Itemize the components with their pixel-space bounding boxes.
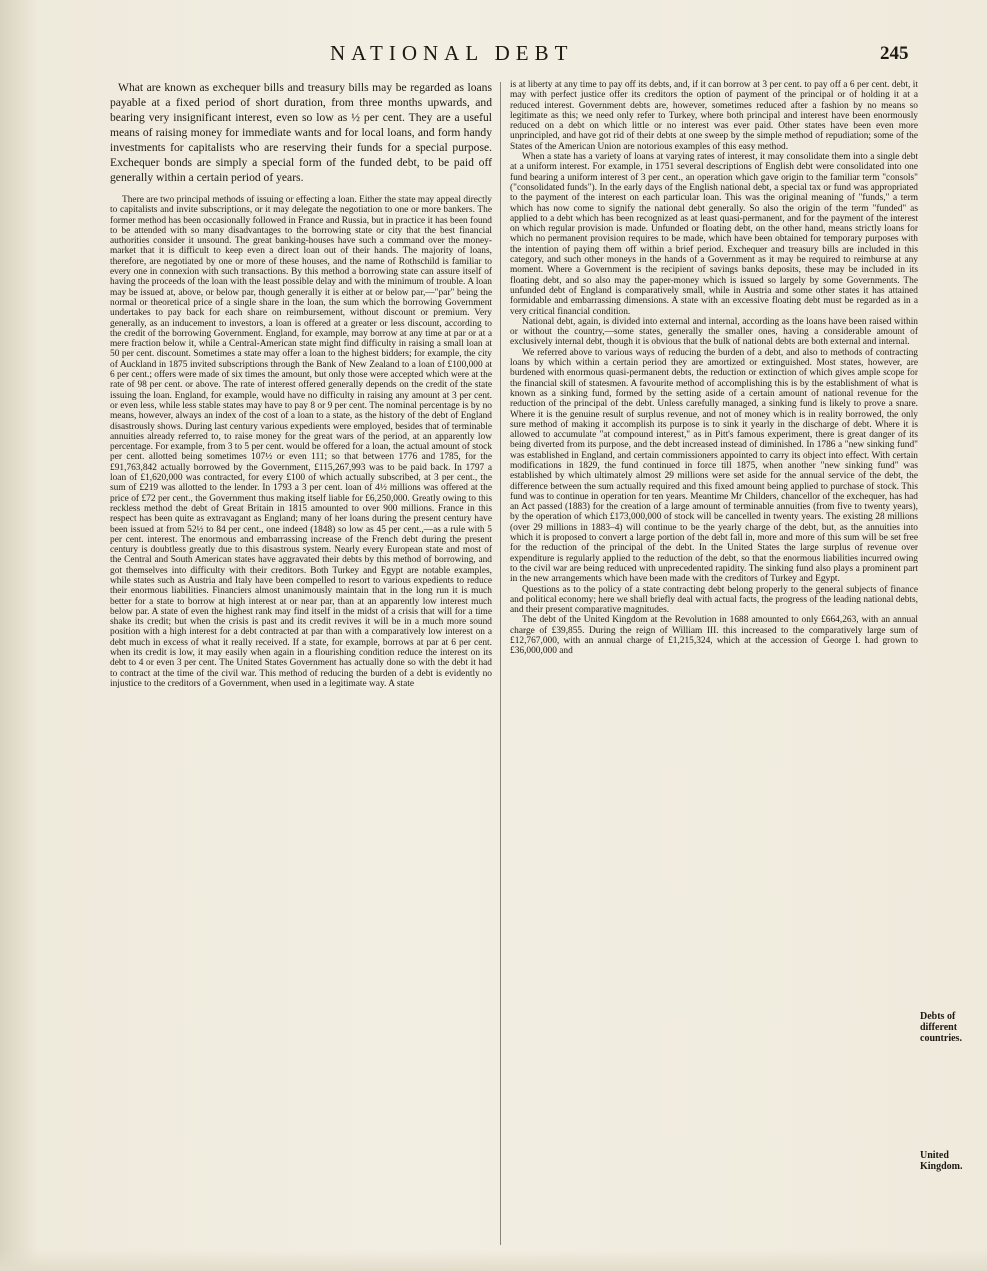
paragraph-uk-debt: The debt of the United Kingdom at the Revolution in 1688 amounted to only £664,263, with an annual charge of £39,855. During the reign of William III. this increased to the comparatively large sum of £12,767,000, with an annual charge of £1,215,324, which at the accession of George I. had grown to £36,000,000 and [510, 615, 918, 657]
left-column [110, 80, 492, 689]
paragraph-consolidation: When a state has a variety of loans at varying rates of interest, it may consolidate them into a single debt at a uniform interest. For example, in 1751 several descriptions of English debt were consolidated into one fund bearing a uniform interest of 3 per cent., an operation which gave origin to the familiar term "consols" ("consolidated funds"). In the early days of the English national debt, a special tax or fund was appropriated to the payment of the interest on each particular loan. This was the original meaning of "funds," a term which has now come to signify the national debt generally. So also the origin of the term "funded" as applied to a debt which has been recognized as at least quasi-permanent, and for the payment of the interest on which regular provision is made. Unfunded or floating debt, on the other hand, means strictly loans for which no permanent provision requires to be made, which have been obtained for temporary purposes with the intention of paying them off within a brief period. Exchequer and treasury bills are included in this category, and such other moneys in the hands of a Government as it may be required to reimburse at any moment. Where a Government is the recipient of savings banks deposits, these may be included in its floating debt, and so also may the paper-money which is issued so largely by some Governments. The unfunded debt of England is comparatively small, while in Austria and some other states it has attained formidable and embarrassing dimensions. A state with an excessive floating debt must be regarded as in a very critical financial condition. [510, 152, 918, 317]
paragraph-external-internal: National debt, again, is divided into external and internal, according as the loans have been raised within or without the country,—some states, generally the smaller ones, having a considerable amount of exclusively internal debt, though it is obvious that the bulk of national debts are both external and internal. [510, 316, 918, 348]
binding-shadow [0, 0, 38, 1271]
lead-paragraph: What are known as exchequer bills and treasury bills may be regarded as loans payable at a fixed period of short duration, from three months upwards, and bearing very insignificant interest, even so low as ½ per cent. They are a useful means of raising money for immediate wants and for local loans, and form handy investments for capitalists who are reserving their funds for a special purpose. Exchequer bonds are simply a special form of the funded debt, to be paid off generally within a certain period of years. [110, 81, 492, 184]
column-rule [500, 82, 501, 1245]
bottom-shadow [0, 1249, 987, 1271]
paragraph-sinking-fund: We referred above to various ways of reducing the burden of a debt, and also to methods of contracting loans by which within a certain period they are amortized or extinguished. Most states, however, are burdened with enormous quasi-permanent debts, the reduction or extinction of which gives ample scope for the financial skill of statesmen. A favourite method of accomplishing this is by the establishment of what is known as a sinking fund, formed by the setting aside of a certain amount of national revenue for the reduction of the principal of the debt. Unless carefully managed, a sinking fund is likely to prove a snare. Where it is the genuine result of surplus revenue, and not of money which is in reality borrowed, the only sure method of making it accomplish its purpose is to sink it yearly in the discharge of debt. Where it is allowed to accumulate "at compound interest," as in Pitt's famous experiment, there is great danger of its being diverted from its purpose, and the debt increased instead of diminished. In 1786 a "new sinking fund" was established in England, and certain commissioners appointed to carry its object into effect. With certain modifications in 1829, the fund continued in force till 1875, when another "new sinking fund" was established by which ultimately almost 29 millions were set aside for the annual service of the debt, the difference between the sum actually required and this fixed amount being applied to purchase of stock. This fund was to continue in operation for ten years. Meantime Mr Childers, chancellor of the exchequer, has had an Act passed (1883) for the creation of a large amount of terminable annuities (from five to twenty years), by the operation of which £173,000,000 of stock will be cancelled in twenty years. The existing 28 millions (over 29 millions in 1883–4) will continue to be the yearly charge of the debt, but, as the annuities into which it is proposed to convert a large portion of the debt fall in, more and more of this sum will be set free for the reduction of the principal of the debt. In the United States the large surplus of revenue over expenditure is regularly applied to the reduction of the debt, so that the enormous liabilities incurred owing to the civil war are being reduced with unprecedented rapidity. The sinking fund also plays a prominent part in the new arrangements which have been made with the creditors of Turkey and Egypt. [510, 347, 918, 585]
paragraph-policy: Questions as to the policy of a state contracting debt belong properly to the general subjects of finance and political economy; here we shall briefly deal with actual facts, the progress of the leading national debts, and their present comparative magnitudes. [510, 584, 918, 616]
margin-note-united-kingdom: United Kingdom. [920, 1150, 963, 1172]
page-number: 245 [880, 43, 909, 64]
paragraph-loan-methods: There are two principal methods of issuing or effecting a loan. Either the state may appeal directly to capitalists and invite subscriptions, or it may delegate the negotiation to one or more bankers. The former method has been occasionally followed in France and Russia, but in practice it has been found to be attended with so many disadvantages to the borrowing state or city that the best financial authorities consider it unsound. The great banking-houses have such a command over the money-market that it is difficult to keep even a direct loan out of their hands. The majority of loans, therefore, are negotiated by one or more of these houses, and the name of Rothschild is familiar to every one in connexion with such transactions. By this method a borrowing state can assure itself of having the proceeds of the loan with the least possible delay and with the minimum of trouble. A loan may be issued at, above, or below par, though generally it is either at or below par,—"par" being the normal or theoretical price of a single share in the loan, the sum which the borrowing Government undertakes to pay back for each share on reimbursement, without discount or premium. Very generally, as an inducement to investors, a loan is offered at a greater or less discount, according to the credit of the borrowing Government. England, for example, may borrow at any time at par or at a mere fraction below it, while a Central-American state might find difficulty in raising a small loan at 50 per cent. discount. Sometimes a state may offer a loan to the highest bidders; for example, the city of Auckland in 1875 invited subscriptions through the Bank of New Zealand to a loan of £100,000 at 6 per cent.; offers were made of six times the amount, but only those were accepted which were at the rate of 98 per cent. or above. The rate of interest offered generally depends on the credit of the state issuing the loan. England, for example, would have no difficulty in raising any amount at 3 per cent. or even less, while less stable states may have to pay 8 or 9 per cent. The nominal percentage is by no means, however, always an index of the cost of a loan to a state, as the history of the debt of England disastrously shows. During last century various expedients were employed, besides that of terminable annuities already referred to, to raise money for the great wars of the period, at an apparently low percentage. For example, from 3 to 5 per cent. would be offered for a loan, the actual amount of stock per cent. allotted being sometimes 107½ or even 111; so that between 1776 and 1785, for the £91,763,842 actually borrowed by the Government, £115,267,993 was to be paid back. In 1797 a loan of £1,620,000 was contracted, for every £100 of which actually subscribed, at 3 per cent., the sum of £219 was allotted to the lender. In 1793 a 3 per cent. loan of 4½ millions was offered at the price of £72 per cent., the Government thus making itself liable for £6,250,000. Greatly owing to this reckless method the debt of Great Britain in 1815 amounted to over 900 millions. France in this respect has been quite as extravagant as England; many of her loans during the present century have been issued at from 52½ to 84 per cent., one indeed (1848) so low as 45 per cent.,—as a rule with 5 per cent. interest. The enormous and embarrassing increase of the French debt during the present century is doubtless greatly due to this disastrous system. Nearly every European state and most of the Central and South American states have aggravated their debts by this method of borrowing, and got themselves into difficulty with their creditors. Both Turkey and Egypt are notable examples, while states such as Austria and Italy have been compelled to resort to various expedients to reduce their enormous liabilities. Financiers almost unanimously maintain that in the long run it is much better for a state to borrow at high interest at or near par, than at an apparently low interest much below par. A state of even the highest rank may find itself in the midst of a crisis that will for a time shake its credit; but when the crisis is past and its credit revives it will be in a much more sound position with a high interest for a debt contracted at par than with a comparatively low interest on a debt much in excess of what it really received. If a state, for example, borrows at par at 6 per cent. when its credit is low, it may easily when again in a flourishing condition reduce the interest on its debt to 4 or even 3 per cent. The United States Government has actually done so with the debt it had to contract at the time of the civil war. This method of reducing the burden of a debt is evidently no injustice to the creditors of a Government, when used in a legitimate way. A state [110, 195, 492, 689]
running-head-title: NATIONAL DEBT [330, 41, 574, 65]
paragraph-continued: is at liberty at any time to pay off its debts, and, if it can borrow at 3 per cent. to pay off a 6 per cent. debt, it may with perfect justice offer its creditors the option of payment of the principal or of holding it at a reduced interest. Government debts are, however, sometimes reduced after a fashion by no means so legitimate as this; we need only refer to Turkey, where both principal and interest have been enormously reduced on a debt on which little or no interest was ever paid. Other states have been even more unprincipled, and have got rid of their debts at one sweep by the simple method of repudiation; some of the States of the American Union are notorious examples of this easy method. [510, 80, 918, 152]
margin-note-debts: Debts of different countries. [920, 1011, 962, 1044]
right-column [510, 80, 918, 657]
